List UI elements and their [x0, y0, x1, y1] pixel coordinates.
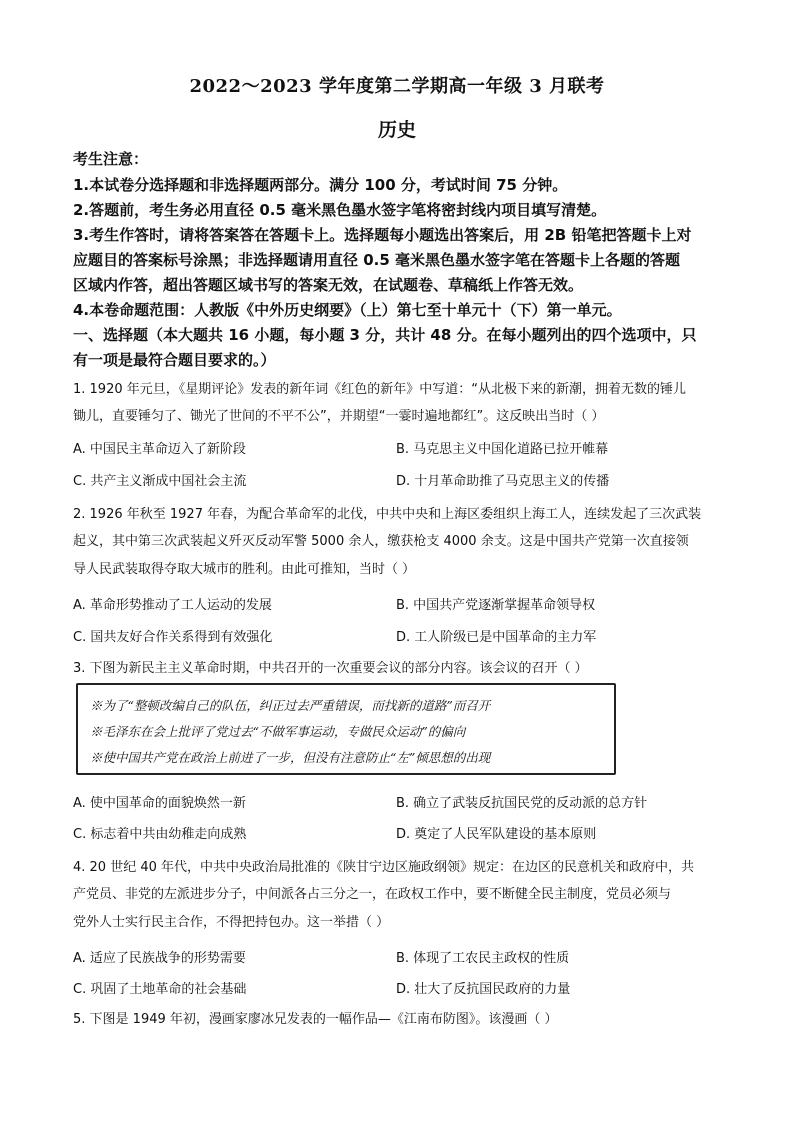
- question-3-option-d[interactable]: D. 奠定了人民军队建设的基本原则: [396, 827, 597, 842]
- question-2-text: 导人民武装取得夺取大城市的胜利。由此可推知，当时（ ）: [73, 562, 416, 577]
- meeting-content-box: [76, 683, 616, 775]
- question-3-option-a[interactable]: A. 使中国革命的面貌焕然一新: [73, 796, 246, 811]
- question-4-option-d[interactable]: D. 壮大了反抗国民政府的力量: [396, 982, 571, 997]
- notice-item: 应题目的答案标号涂黑；非选择题请用直径 0.5 毫米黑色墨水签字笔在答题卡上各题的答题: [73, 251, 681, 269]
- question-1-option-a[interactable]: A. 中国民主革命迈入了新阶段: [73, 442, 246, 457]
- question-2-option-b[interactable]: B. 中国共产党逐渐掌握革命领导权: [396, 598, 596, 613]
- question-1-text: 1. 1920 年元旦，《星期评论》发表的新年词《红色的新年》中写道：“从北极下来的新潮，拥着无数的锤儿: [73, 382, 686, 397]
- notice-item: 2.答题前，考生务必用直径 0.5 毫米黑色墨水签字笔将密封线内项目填写清楚。: [73, 201, 607, 219]
- exam-title: 2022～2023 学年度第二学期高一年级 3 月联考: [189, 76, 605, 97]
- question-2-option-c[interactable]: C. 国共友好合作关系得到有效强化: [73, 630, 273, 645]
- notice-item: 4.本卷命题范围：人教版《中外历史纲要》（上）第七至十单元十（下）第一单元。: [73, 301, 622, 319]
- question-3-option-b[interactable]: B. 确立了武装反抗国民党的反动派的总方针: [396, 796, 648, 811]
- question-4-text: 4. 20 世纪 40 年代，中共中央政治局批准的《陕甘宁边区施政纲领》规定：在边区的民意机关和政府中，共: [73, 860, 695, 875]
- question-4-option-b[interactable]: B. 体现了工农民主政权的性质: [396, 951, 570, 966]
- section-heading: 有一项是最符合题目要求的。）: [73, 351, 276, 369]
- meeting-content-line: ※毛泽东在会上批评了党过去“不做军事运动，专做民众运动”的偏向: [90, 724, 466, 739]
- notice-item: 3.考生作答时，请将答案答在答题卡上。选择题每小题选出答案后，用 2B 铅笔把答题卡上对: [73, 226, 692, 244]
- question-2-text: 2. 1926 年秋至 1927 年春，为配合革命军的北伐，中共中央和上海区委组织上海工人，连续发起了三次武装: [73, 507, 702, 522]
- notice-heading: 考生注意：: [73, 150, 149, 168]
- question-3-text: 3. 下图为新民主主义革命时期，中共召开的一次重要会议的部分内容。该会议的召开（ ）: [73, 661, 588, 676]
- question-2-option-a[interactable]: A. 革命形势推动了工人运动的发展: [73, 598, 272, 613]
- question-4-option-a[interactable]: A. 适应了民族战争的形势需要: [73, 951, 246, 966]
- question-3-option-c[interactable]: C. 标志着中共由幼稚走向成熟: [73, 827, 247, 842]
- notice-item: 1.本试卷分选择题和非选择题两部分。满分 100 分，考试时间 75 分钟。: [73, 176, 568, 194]
- question-1-option-c[interactable]: C. 共产主义渐成中国社会主流: [73, 474, 247, 489]
- question-2-text: 起义，其中第三次武装起义歼灭反动军警 5000 余人，缴获枪支 4000 余支。这是中国共产党第一次直接领: [73, 534, 689, 549]
- question-4-text: 产党员、非党的左派进步分子，中间派各占三分之一，在政权工作中，要不断健全民主制度，党员必须与: [73, 887, 672, 902]
- section-heading: 一、选择题（本大题共 16 小题，每小题 3 分，共计 48 分。在每小题列出的四个选项中，只: [73, 326, 697, 344]
- question-1-text: 锄儿，直要锤匀了、锄光了世间的不平不公”，并期望“一霎时遍地都红”。这反映出当时（ ）: [73, 409, 605, 424]
- meeting-content-line: ※使中国共产党在政治上前进了一步，但没有注意防止“左”倾思想的出现: [90, 750, 491, 765]
- question-2-option-d[interactable]: D. 工人阶级已是中国革命的主力军: [396, 630, 597, 645]
- meeting-content-line: ※为了“整顿改编自己的队伍，纠正过去严重错误，而找新的道路”而召开: [90, 698, 491, 713]
- question-5-text: 5. 下图是 1949 年初，漫画家廖冰兄发表的一幅作品—《江南布防图》。该漫画（ ）: [73, 1012, 558, 1027]
- subject-title: 历史: [377, 119, 416, 141]
- question-4-text: 党外人士实行民主合作，不得把持包办。这一举措（ ）: [73, 915, 390, 930]
- question-4-option-c[interactable]: C. 巩固了土地革命的社会基础: [73, 982, 247, 997]
- notice-item: 区域内作答，超出答题区域书写的答案无效，在试题卷、草稿纸上作答无效。: [73, 276, 584, 294]
- question-1-option-b[interactable]: B. 马克思主义中国化道路已拉开帷幕: [396, 442, 609, 457]
- question-1-option-d[interactable]: D. 十月革命助推了马克思主义的传播: [396, 474, 610, 489]
